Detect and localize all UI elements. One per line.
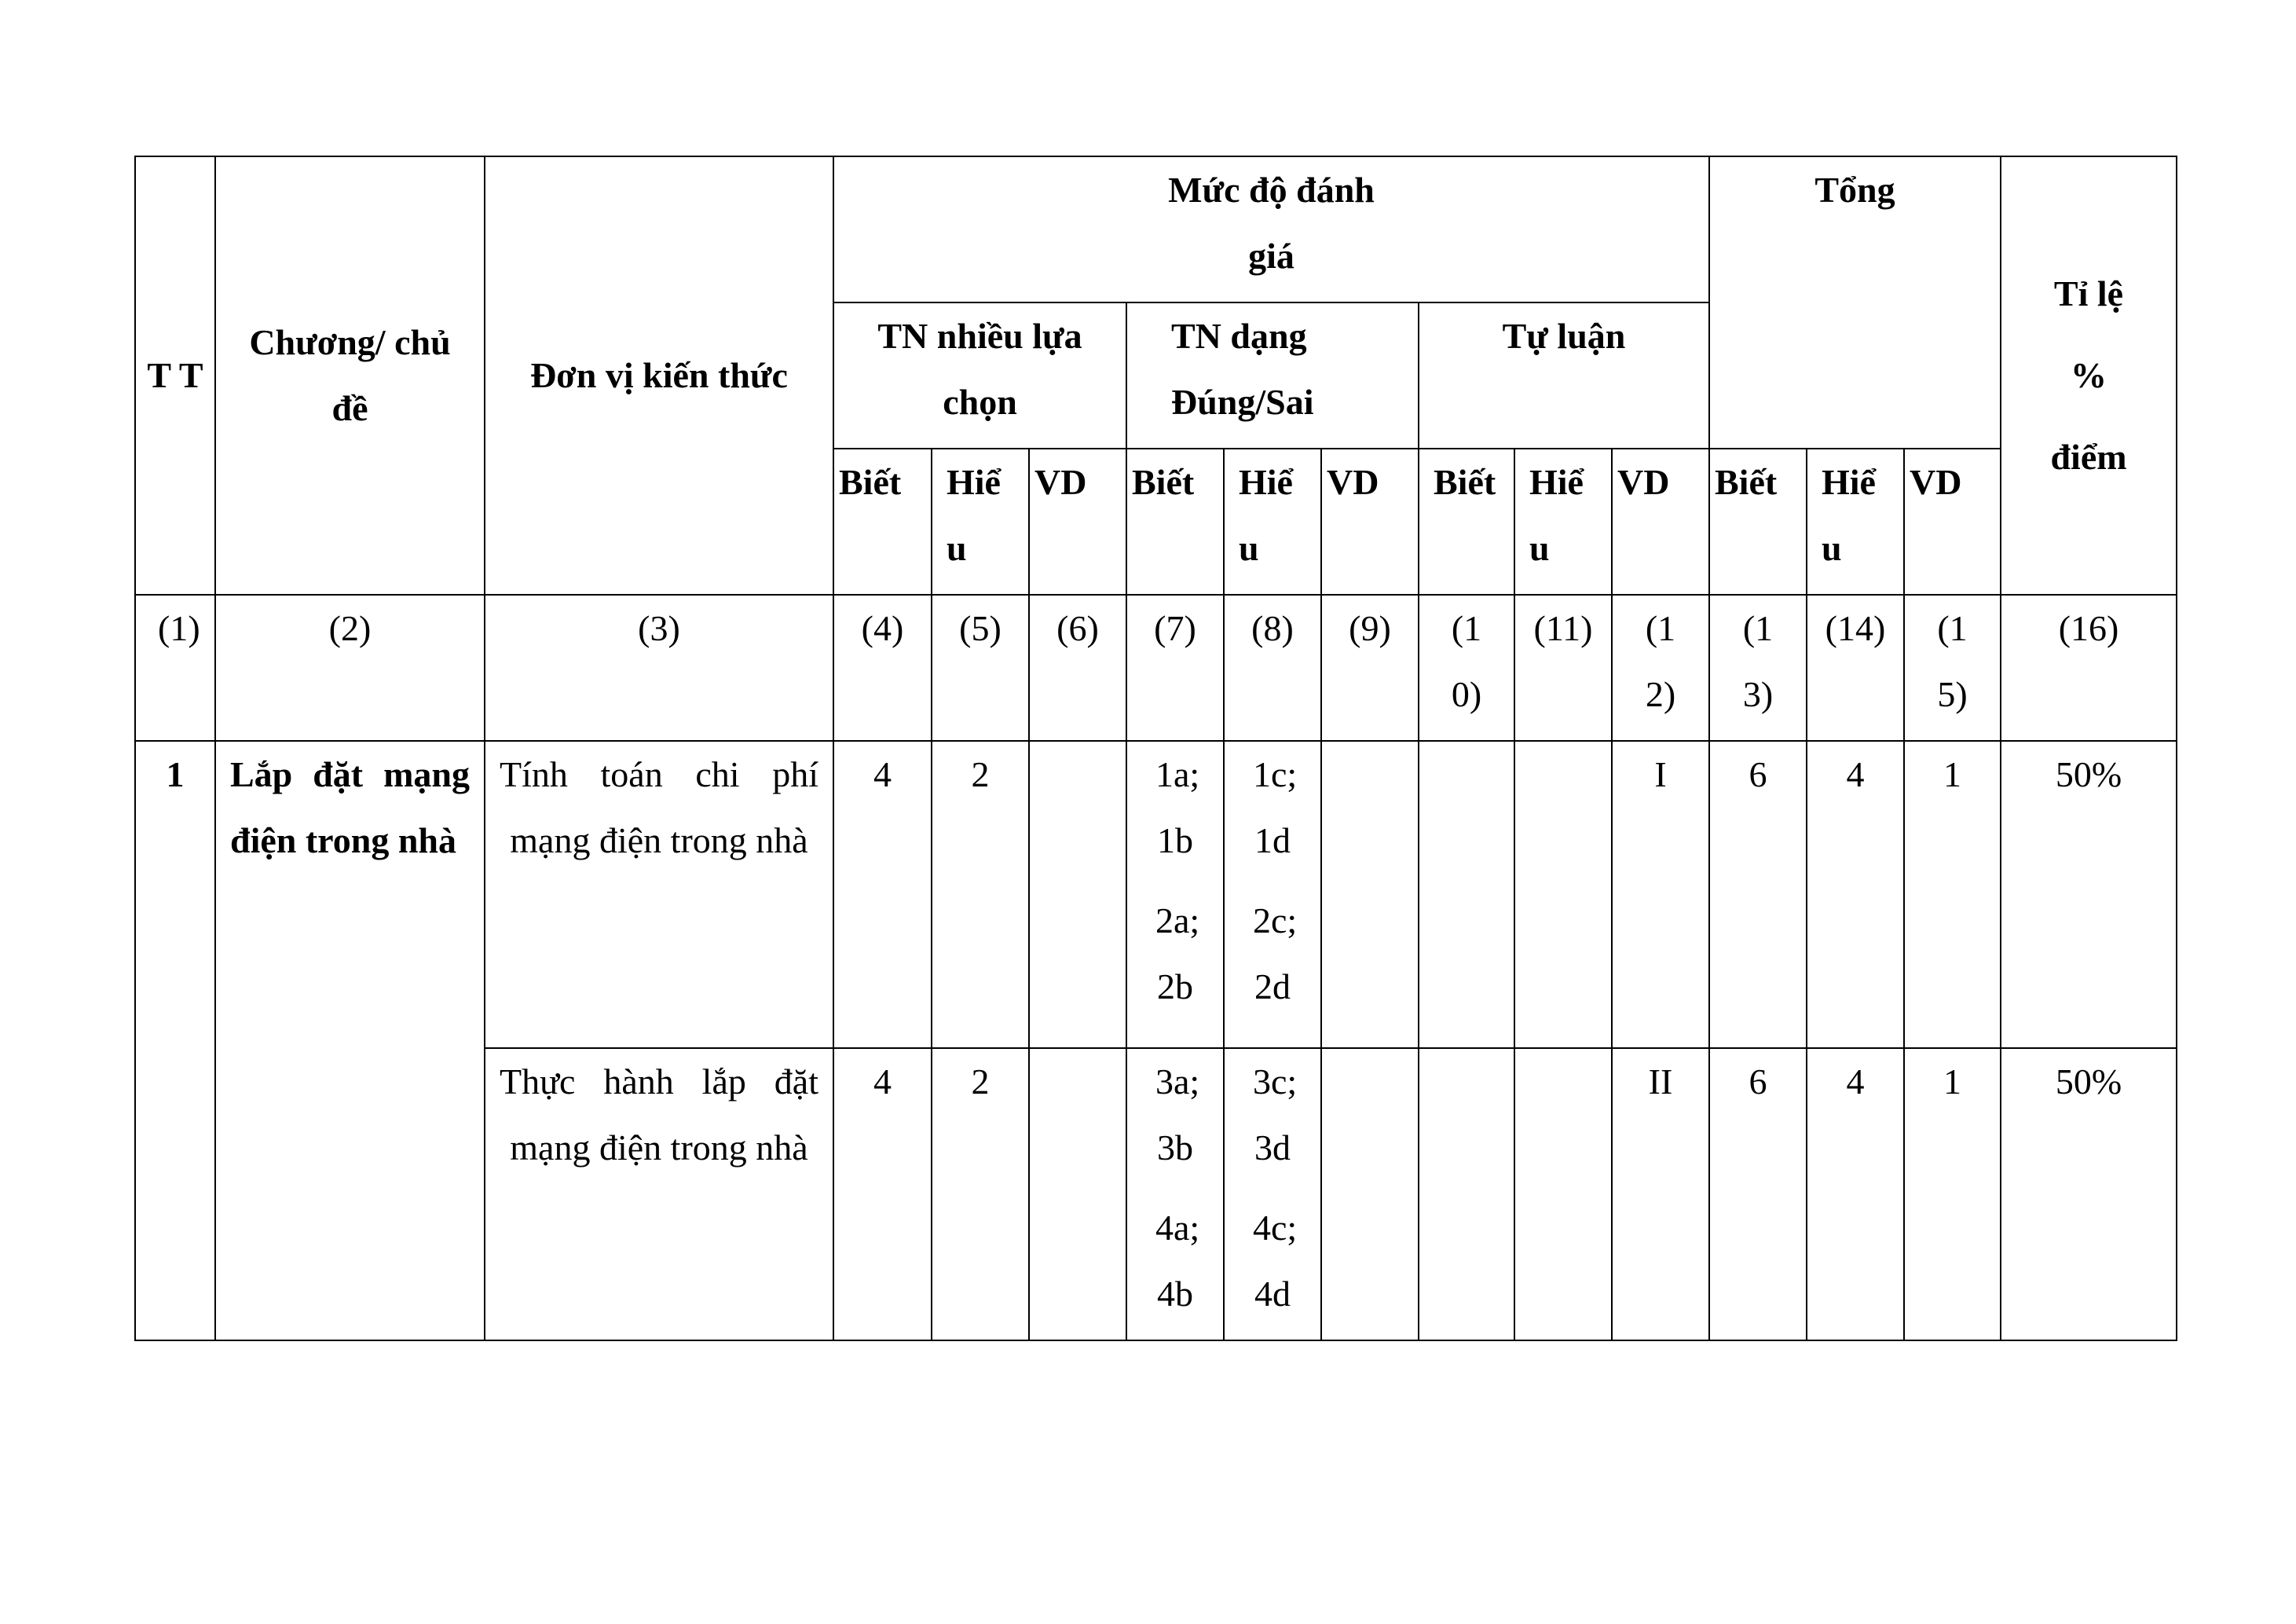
row2-tn-mc-hieu: 2 [932, 1048, 1029, 1340]
row1-essay-vd: I [1612, 741, 1709, 1048]
header-row-1 [135, 156, 2177, 302]
row-chapter: Lắp đặt mạng điện trong nhà [215, 741, 485, 1340]
colnum-11: (11) [1514, 595, 1612, 741]
header-knowledge-unit: Đơn vị kiến thức [485, 156, 833, 595]
sub-total-hieu: Hiểu [1807, 449, 1904, 595]
sub-tn-tf-vd: VD [1321, 449, 1419, 595]
row1-tn-mc-hieu: 2 [932, 741, 1029, 1048]
sub-tn-tf-biet: Biết [1126, 449, 1224, 595]
colnum-12: (12) [1612, 595, 1709, 741]
colnum-1: (1) [135, 595, 215, 741]
header-chapter: Chương/ chủ đề [215, 156, 485, 595]
colnum-13: (13) [1709, 595, 1807, 741]
header-tn-multiple-choice: TN nhiều lựa chọn [833, 302, 1126, 449]
row2-total-biet: 6 [1709, 1048, 1807, 1340]
colnum-5: (5) [932, 595, 1029, 741]
row1-tn-tf-vd [1321, 741, 1419, 1048]
row1-tn-mc-vd [1029, 741, 1126, 1048]
colnum-8: (8) [1224, 595, 1321, 741]
row1-total-hieu: 4 [1807, 741, 1904, 1048]
assessment-matrix-table [134, 156, 2177, 1341]
sub-essay-biet: Biết [1419, 449, 1514, 595]
colnum-9: (9) [1321, 595, 1419, 741]
row2-essay-hieu [1514, 1048, 1612, 1340]
row2-tn-tf-biet: 3a; 3b 4a; 4b [1126, 1048, 1224, 1340]
row2-essay-biet [1419, 1048, 1514, 1340]
colnum-3: (3) [485, 595, 833, 741]
header-assessment-level: Mức độ đánh giá [833, 156, 1709, 302]
row2-ratio: 50% [2001, 1048, 2177, 1340]
colnum-14: (14) [1807, 595, 1904, 741]
sub-essay-hieu: Hiểu [1514, 449, 1612, 595]
row1-total-biet: 6 [1709, 741, 1807, 1048]
table-row [135, 741, 2177, 1048]
row1-essay-biet [1419, 741, 1514, 1048]
colnum-2: (2) [215, 595, 485, 741]
row1-tn-tf-biet: 1a; 1b 2a; 2b [1126, 741, 1224, 1048]
sub-tn-mc-biet: Biết [833, 449, 932, 595]
header-total: Tổng [1709, 156, 2001, 449]
sub-total-biet: Biết [1709, 449, 1807, 595]
row1-tn-mc-biet: 4 [833, 741, 932, 1048]
row2-essay-vd: II [1612, 1048, 1709, 1340]
row2-tn-mc-biet: 4 [833, 1048, 932, 1340]
colnum-6: (6) [1029, 595, 1126, 741]
header-tt: T T [135, 156, 215, 595]
sub-tn-tf-hieu: Hiểu [1224, 449, 1321, 595]
row1-essay-hieu [1514, 741, 1612, 1048]
sub-tn-mc-vd: VD [1029, 449, 1126, 595]
row-unit-1: Tính toán chi phí mạng điện trong nhà [485, 741, 833, 1048]
sub-tn-mc-hieu: Hiểu [932, 449, 1029, 595]
row1-total-vd: 1 [1904, 741, 2001, 1048]
row-tt: 1 [135, 741, 215, 1340]
header-ratio: Tỉ lệ % điểm [2001, 156, 2177, 595]
row2-tn-tf-vd [1321, 1048, 1419, 1340]
sub-essay-vd: VD [1612, 449, 1709, 595]
row2-tn-tf-hieu: 3c; 3d 4c; 4d [1224, 1048, 1321, 1340]
colnum-7: (7) [1126, 595, 1224, 741]
row2-tn-mc-vd [1029, 1048, 1126, 1340]
row2-total-hieu: 4 [1807, 1048, 1904, 1340]
row2-total-vd: 1 [1904, 1048, 2001, 1340]
row1-tn-tf-hieu: 1c; 1d 2c; 2d [1224, 741, 1321, 1048]
column-number-row [135, 595, 2177, 741]
row1-ratio: 50% [2001, 741, 2177, 1048]
colnum-10: (10) [1419, 595, 1514, 741]
sub-total-vd: VD [1904, 449, 2001, 595]
colnum-4: (4) [833, 595, 932, 741]
header-tn-true-false: TN dạng Đúng/Sai [1126, 302, 1419, 449]
header-essay: Tự luận [1419, 302, 1709, 449]
colnum-16: (16) [2001, 595, 2177, 741]
colnum-15: (15) [1904, 595, 2001, 741]
row-unit-2: Thực hành lắp đặt mạng điện trong nhà [485, 1048, 833, 1340]
